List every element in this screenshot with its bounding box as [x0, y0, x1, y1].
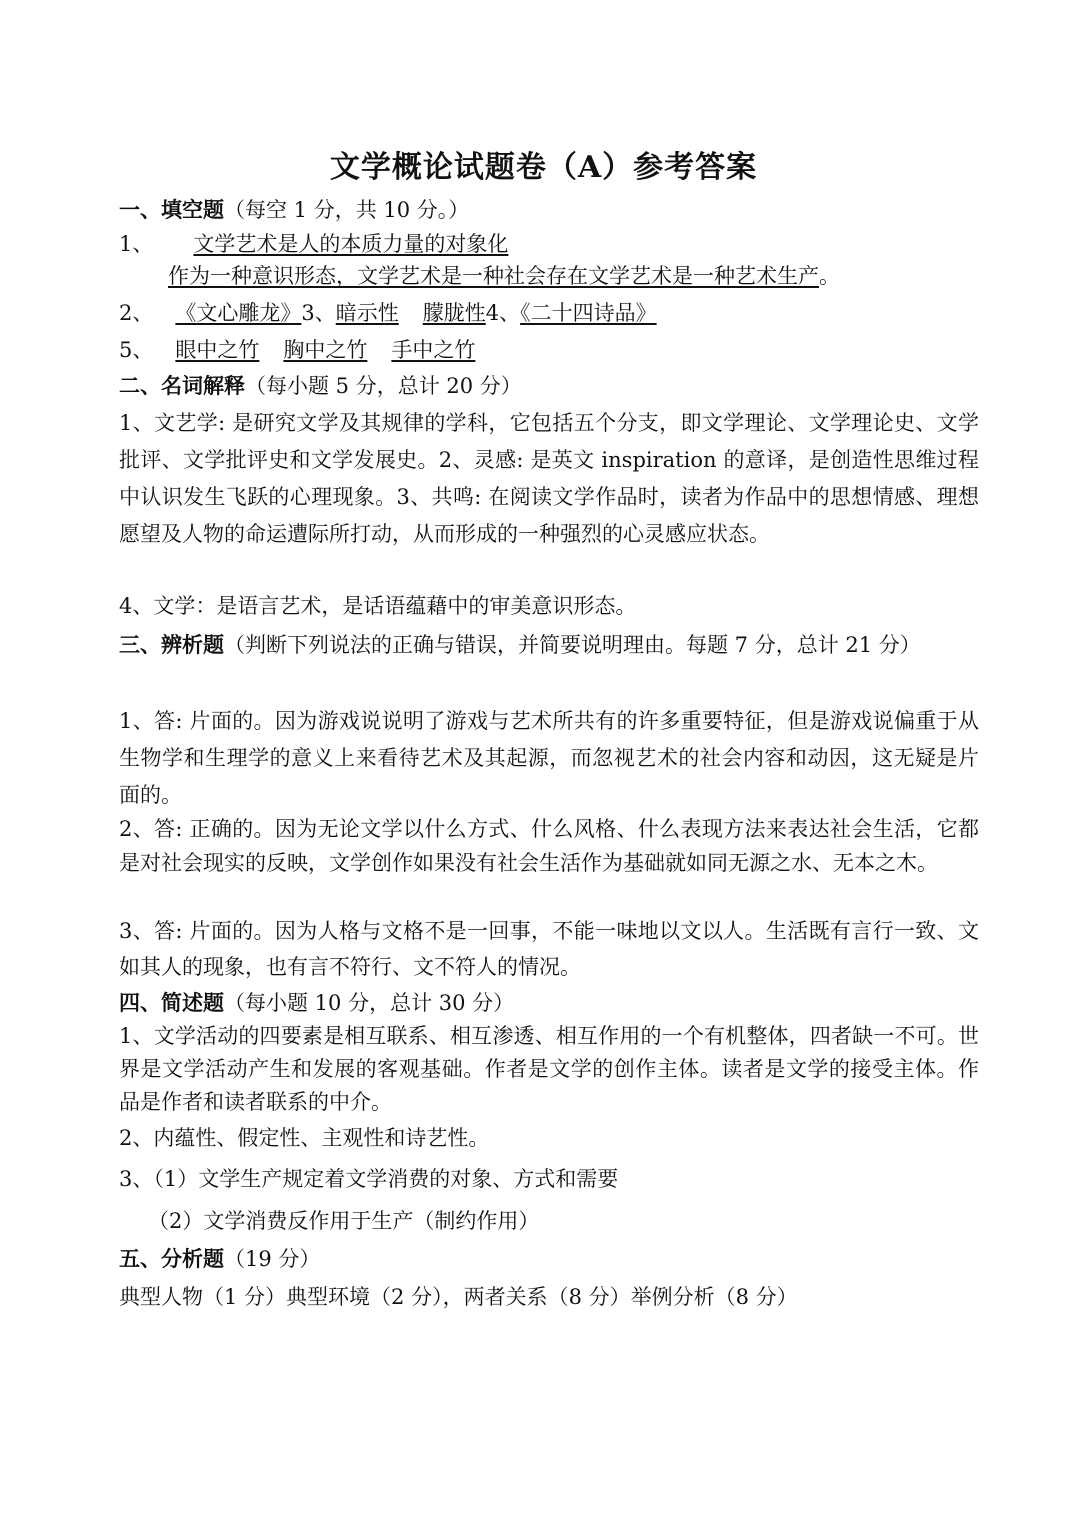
essay-answer: 典型人物（1 分）典型环境（2 分），两者关系（8 分）举例分析（8 分）	[119, 1285, 798, 1309]
section-heading: 二、名词解释	[119, 373, 245, 398]
short-answer-3-part-2: （2）文学消费反作用于生产（制约作用）	[148, 1209, 540, 1233]
term-definition-4: 4、文学：是语言艺术，是话语蕴藉中的审美意识形态。	[119, 594, 637, 618]
answer-blank: 文学艺术是人的本质力量的对象化	[193, 232, 509, 256]
section-note: （19 分）	[224, 1247, 321, 1271]
section-heading: 一、填空题	[119, 197, 224, 222]
answer-blank: 朦胧性	[422, 301, 486, 325]
answer-blank: 文学艺术是一种艺术生产	[588, 264, 819, 288]
section-5-heading-line	[119, 1242, 979, 1276]
section-1-heading-line	[119, 193, 979, 227]
fill-blank-q2-q4	[119, 296, 979, 330]
short-answer-2: 2、内蕴性、假定性、主观性和诗艺性。	[119, 1126, 490, 1150]
answer-blank: 《二十四诗品》	[520, 301, 657, 325]
question-number: 1、	[119, 232, 154, 256]
question-number: 2、	[119, 301, 154, 325]
fill-blank-q5	[119, 333, 979, 367]
section-note: （每小题 10 分，总计 30 分）	[224, 991, 515, 1015]
section-3-heading-line	[119, 627, 979, 663]
section-heading: 四、简述题	[119, 990, 224, 1015]
fill-blank-q1-line2	[168, 259, 979, 293]
answer-blank: 暗示性	[335, 301, 399, 325]
question-number: 3、	[301, 301, 336, 325]
document-title: 文学概论试题卷（A）参考答案	[329, 150, 758, 185]
term-definitions-paragraph: 1、文艺学: 是研究文学及其规律的学科，它包括五个分支，即文学理论、文学理论史、文学批评、文学批评史和文学发展史。2、灵感: 是英文 inspiration 的意译，是创造性思维过程中认识发生飞跃的心理现象。3、共鸣: 在阅读文学作品时，读者为作品中的思想情感、理想愿望及人物的命运遭际所打动，从而形成的一种强烈的心灵感应状态。	[119, 411, 979, 546]
answer-blank: 手中之竹	[391, 338, 476, 362]
section-heading: 五、分析题	[119, 1246, 224, 1271]
analysis-answer-3: 3、答: 片面的。因为人格与文格不是一回事，不能一味地以文以人。生活既有言行一致、文如其人的现象，也有言不符行、文不符人的情况。	[119, 919, 979, 979]
answer-blank: 《文心雕龙》	[175, 301, 302, 325]
answer-blank: 胸中之竹	[283, 338, 368, 362]
section-note: （判断下列说法的正确与错误，并简要说明理由。每题 7 分，总计 21 分）	[224, 633, 921, 657]
short-answer-1: 1、文学活动的四要素是相互联系、相互渗透、相互作用的一个有机整体，四者缺一不可。世界是文学活动产生和发展的客观基础。作者是文学的创作主体。读者是文学的接受主体。作品是作者和读者联系的中介。	[119, 1024, 979, 1114]
analysis-answer-2: 2、答: 正确的。因为无论文学以什么方式、什么风格、什么表现方法来表达社会生活，它都是对社会现实的反映，文学创作如果没有社会生活作为基础就如同无源之水、无本之木。	[119, 817, 979, 875]
section-4-heading-line	[119, 986, 979, 1020]
section-note: （每空 1 分，共 10 分。）	[224, 198, 470, 222]
section-note: （每小题 5 分，总计 20 分）	[245, 374, 522, 398]
answer-blank: 眼中之竹	[175, 338, 260, 362]
fill-blank-q1	[119, 227, 979, 261]
short-answer-3-part-1: 3、（1）文学生产规定着文学消费的对象、方式和需要	[119, 1167, 619, 1191]
analysis-answer-1: 1、答: 片面的。因为游戏说说明了游戏与艺术所共有的许多重要特征，但是游戏说偏重于从生物学和生理学的意义上来看待艺术及其起源，而忽视艺术的社会内容和动因，这无疑是片面的。	[119, 709, 979, 807]
question-number: 4、	[485, 301, 521, 325]
section-heading: 三、辨析题	[119, 632, 224, 657]
section-2-heading-line	[119, 369, 979, 403]
question-number: 5、	[119, 338, 154, 362]
punctuation: 。	[819, 264, 840, 288]
answer-blank: 作为一种意识形态，文学艺术是一种社会存在	[168, 264, 588, 288]
